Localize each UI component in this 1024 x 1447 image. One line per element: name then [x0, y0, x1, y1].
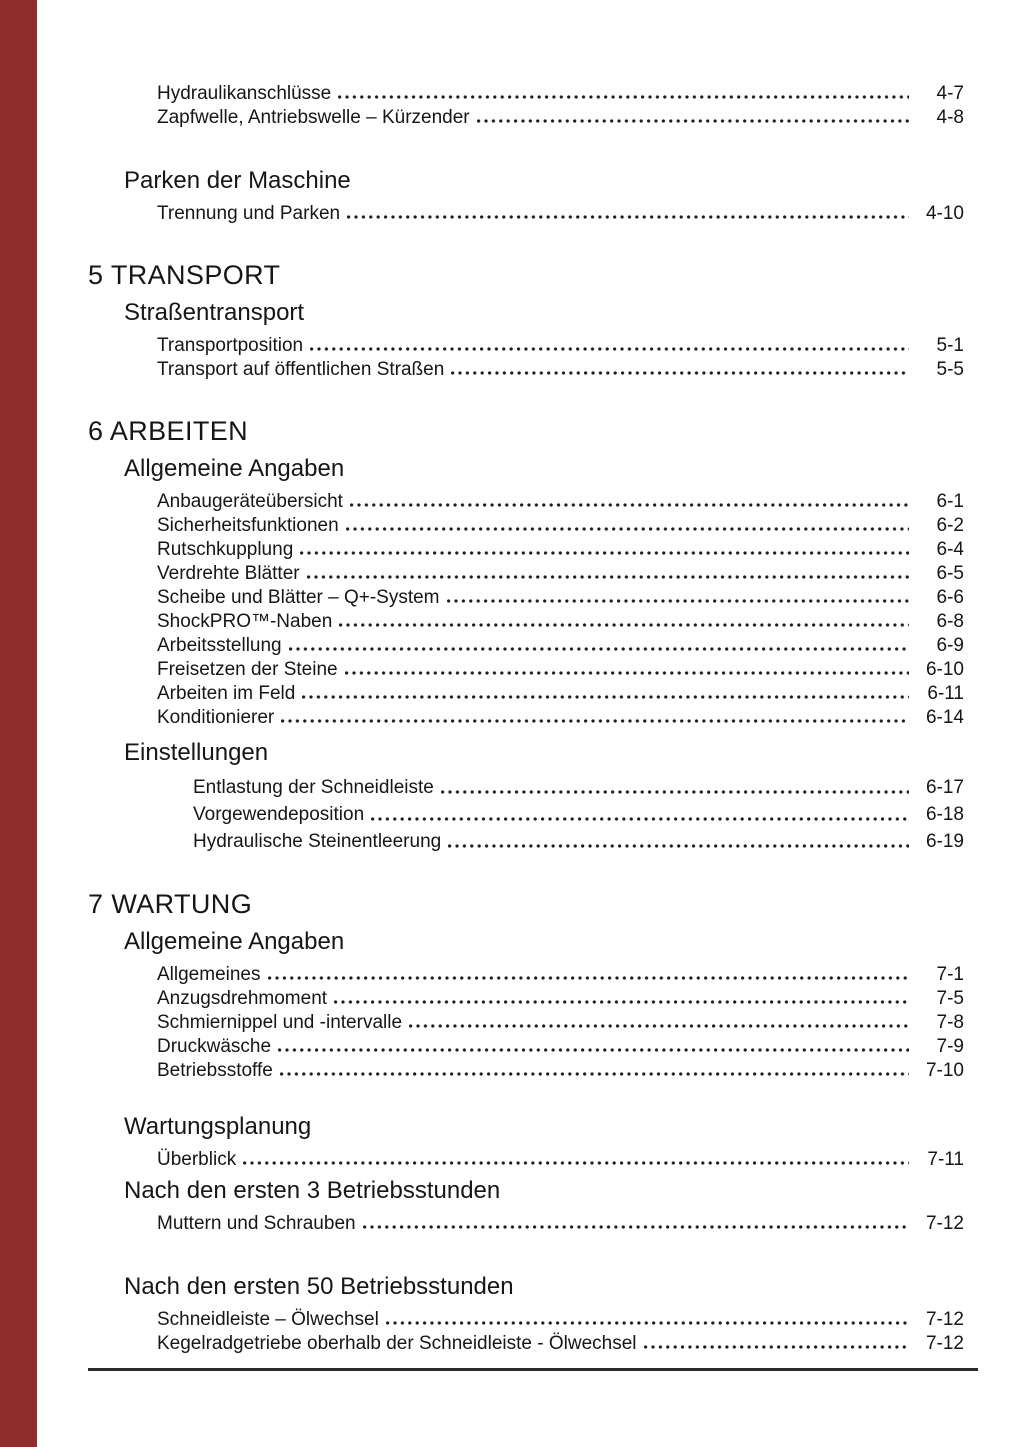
dot-leader — [451, 371, 909, 375]
toc-heading-label: 6 ARBEITEN — [88, 416, 249, 446]
toc-entry — [0, 1059, 1024, 1083]
dot-leader — [280, 1072, 909, 1076]
toc-heading-label: 5 TRANSPORT — [88, 260, 281, 290]
toc-page-number: 6-5 — [936, 563, 964, 584]
dot-leader — [644, 1345, 909, 1349]
dot-leader — [307, 575, 909, 579]
toc-heading-label: Straßentransport — [124, 299, 305, 326]
dot-leader — [289, 647, 909, 651]
toc-heading-label: Nach den ersten 50 Betriebsstunden — [124, 1273, 514, 1300]
toc-entry-label: Betriebsstoffe — [157, 1060, 273, 1081]
toc-section-heading — [0, 1174, 1024, 1208]
toc-page-number: 7-5 — [936, 988, 964, 1009]
dot-leader — [278, 1048, 909, 1052]
toc-entry-label: Arbeiten im Feld — [157, 683, 296, 704]
toc-entry-label: Anzugsdrehmoment — [157, 988, 328, 1009]
toc-entry-label: Allgemeines — [157, 964, 261, 985]
toc-entry — [0, 775, 1024, 801]
toc-section-heading — [0, 885, 1024, 923]
toc-entry-label: Sicherheitsfunktionen — [157, 515, 339, 536]
toc-entry — [0, 106, 1024, 130]
toc-page-number: 6-10 — [925, 659, 964, 680]
toc-entry-label: ShockPRO™-Naben — [157, 611, 333, 632]
toc-entry — [0, 586, 1024, 610]
toc-page-number: 6-4 — [936, 539, 964, 560]
toc-entry-label: Rutschkupplung — [157, 539, 294, 560]
toc-page-number: 6-9 — [936, 635, 964, 656]
dot-leader — [371, 817, 909, 821]
toc-page-number: 6-11 — [927, 683, 964, 704]
toc-entry — [0, 634, 1024, 658]
dot-leader — [350, 503, 909, 507]
toc-entry — [0, 802, 1024, 828]
toc-section-heading — [0, 452, 1024, 486]
toc-entry-label: Muttern und Schrauben — [157, 1213, 356, 1234]
toc-page-number: 6-19 — [925, 831, 964, 852]
toc-entry — [0, 829, 1024, 855]
toc-entry-label: Transportposition — [157, 335, 304, 356]
toc-page-number: 7-10 — [925, 1060, 964, 1081]
toc-entry — [0, 1332, 1024, 1356]
dot-leader — [243, 1161, 909, 1165]
toc-entry-label: Hydraulikanschlüsse — [157, 83, 332, 104]
toc-entry-label: Hydraulische Steinentleerung — [193, 831, 442, 852]
toc-page-number: 7-9 — [936, 1036, 964, 1057]
toc-page-number: 7-11 — [927, 1149, 964, 1170]
toc-page-number: 6-8 — [936, 611, 964, 632]
toc-entry — [0, 538, 1024, 562]
dot-leader — [345, 671, 909, 675]
toc-heading-label: Allgemeine Angaben — [124, 455, 345, 482]
toc-entry — [0, 1035, 1024, 1059]
dot-leader — [448, 844, 909, 848]
toc-entry-label: Kegelradgetriebe oberhalb der Schneidleiste - Ölwechsel — [157, 1333, 637, 1354]
toc-entry-label: Konditionierer — [157, 707, 275, 728]
toc-page-number: 7-12 — [925, 1309, 964, 1330]
toc-entry-label: Freisetzen der Steine — [157, 659, 338, 680]
toc-entry-label: Vorgewendeposition — [193, 804, 365, 825]
toc-entry-label: Verdrehte Blätter — [157, 563, 300, 584]
toc-section-heading — [0, 164, 1024, 198]
toc-page-number: 5-1 — [936, 335, 964, 356]
toc-page-number: 4-10 — [925, 203, 964, 224]
toc-heading-label: Einstellungen — [124, 739, 269, 766]
toc-entry-label: Trennung und Parken — [157, 203, 341, 224]
toc-page-number: 6-2 — [936, 515, 964, 536]
dot-leader — [339, 623, 909, 627]
toc-section-heading — [0, 256, 1024, 294]
toc-entry — [0, 490, 1024, 514]
dot-leader — [447, 599, 909, 603]
toc-heading-label: 7 WARTUNG — [88, 889, 253, 919]
dot-leader — [477, 119, 909, 123]
toc-page-number: 5-5 — [936, 359, 964, 380]
toc-page-number: 4-8 — [936, 107, 964, 128]
toc-entry-label: Überblick — [157, 1149, 237, 1170]
toc-entry — [0, 202, 1024, 226]
toc-entry — [0, 963, 1024, 987]
toc-heading-label: Allgemeine Angaben — [124, 928, 345, 955]
toc-entry-label: Schneidleiste – Ölwechsel — [157, 1309, 379, 1330]
toc-entry — [0, 82, 1024, 106]
dot-leader — [409, 1024, 909, 1028]
toc-page-number: 7-1 — [936, 964, 964, 985]
toc-entry-label: Scheibe und Blätter – Q+-System — [157, 587, 440, 608]
toc-entry — [0, 1011, 1024, 1035]
toc-entry — [0, 610, 1024, 634]
toc-heading-label: Parken der Maschine — [124, 167, 351, 194]
toc-section-heading — [0, 412, 1024, 450]
toc-entry — [0, 514, 1024, 538]
toc-page-number: 7-12 — [925, 1333, 964, 1354]
toc-page-number: 4-7 — [936, 83, 964, 104]
dot-leader — [338, 95, 909, 99]
toc-page-number: 6-1 — [936, 491, 964, 512]
toc-page-number: 7-8 — [936, 1012, 964, 1033]
toc-entry — [0, 706, 1024, 730]
toc-page-number: 6-17 — [925, 777, 964, 798]
dot-leader — [300, 551, 909, 555]
toc-entry — [0, 987, 1024, 1011]
toc-entry-label: Zapfwelle, Antriebswelle – Kürzender — [157, 107, 470, 128]
dot-leader — [302, 695, 909, 699]
table-of-contents — [0, 82, 1024, 1356]
toc-entry — [0, 1148, 1024, 1172]
dot-leader — [310, 347, 909, 351]
toc-heading-label: Wartungsplanung — [124, 1113, 312, 1140]
toc-section-heading — [0, 736, 1024, 770]
toc-entry — [0, 658, 1024, 682]
toc-page-number: 6-6 — [936, 587, 964, 608]
footer-rule — [88, 1368, 978, 1371]
dot-leader — [268, 976, 910, 980]
toc-section-heading — [0, 1270, 1024, 1304]
toc-page-number: 7-12 — [925, 1213, 964, 1234]
dot-leader — [441, 790, 909, 794]
toc-entry-label: Druckwäsche — [157, 1036, 272, 1057]
toc-entry-label: Arbeitsstellung — [157, 635, 282, 656]
toc-entry-label: Schmiernippel und -intervalle — [157, 1012, 403, 1033]
toc-entry — [0, 358, 1024, 382]
toc-entry-label: Anbaugeräteübersicht — [157, 491, 343, 512]
dot-leader — [346, 527, 909, 531]
toc-entry-label: Entlastung der Schneidleiste — [193, 777, 434, 798]
toc-page-number: 6-18 — [925, 804, 964, 825]
dot-leader — [386, 1321, 909, 1325]
dot-leader — [363, 1225, 909, 1229]
toc-section-heading — [0, 296, 1024, 330]
toc-page-number: 6-14 — [925, 707, 964, 728]
toc-section-heading — [0, 925, 1024, 959]
dot-leader — [281, 719, 909, 723]
toc-heading-label: Nach den ersten 3 Betriebsstunden — [124, 1177, 501, 1204]
toc-entry — [0, 562, 1024, 586]
toc-entry-label: Transport auf öffentlichen Straßen — [157, 359, 445, 380]
dot-leader — [334, 1000, 909, 1004]
toc-entry — [0, 1308, 1024, 1332]
toc-section-heading — [0, 1110, 1024, 1144]
toc-entry — [0, 682, 1024, 706]
toc-entry — [0, 1212, 1024, 1236]
toc-entry — [0, 334, 1024, 358]
dot-leader — [347, 215, 909, 219]
